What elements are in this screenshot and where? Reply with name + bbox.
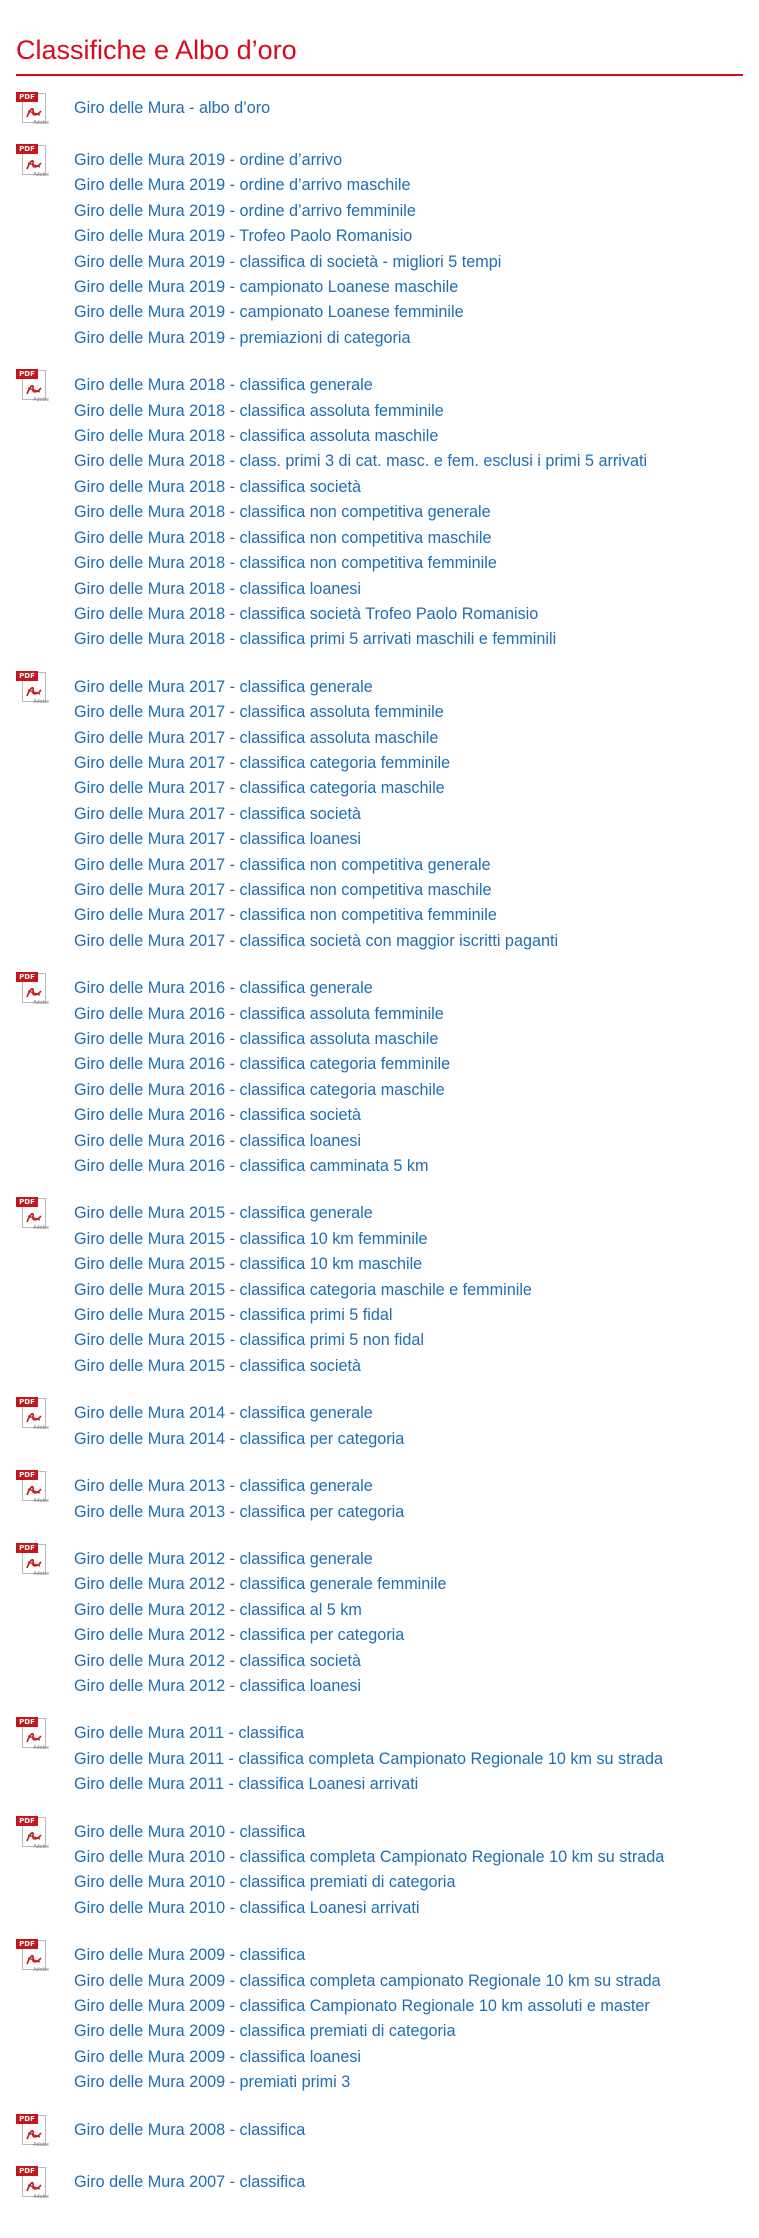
pdf-brand: Adobe [33,1225,49,1232]
document-group [16,1471,743,1525]
list-item [74,1252,532,1277]
list-item [74,424,647,449]
pdf-brand: Adobe [33,2193,49,2200]
document-list [74,2118,305,2143]
list-item [74,1500,404,1525]
document-link[interactable]: Giro delle Mura 2018 - class. primi 3 di cat. masc. e fem. esclusi i primi 5 arrivati [74,452,648,471]
list-item [74,1598,446,1623]
pdf-brand: Adobe [33,1570,49,1577]
list-item [74,1027,450,1052]
document-link[interactable]: Giro delle Mura 2017 - classifica non competitiva maschile [74,880,492,899]
pdf-tag: PDF [16,369,38,379]
document-group [16,2114,743,2148]
document-link[interactable]: Giro delle Mura 2016 - classifica camminata 5 km [74,1157,429,1176]
document-link[interactable]: Giro delle Mura 2007 - classifica [74,2172,306,2191]
list-item [74,776,558,801]
document-link[interactable]: Giro delle Mura 2014 - classifica per categoria [74,1429,405,1448]
document-list [74,1401,404,1452]
document-link[interactable]: Giro delle Mura 2019 - ordine d’arrivo [74,151,343,169]
document-link[interactable]: Giro delle Mura 2015 - classifica primi 5 non fidal [74,1331,424,1350]
pdf-tag: PDF [16,1939,38,1949]
list-item [74,1354,532,1379]
document-link[interactable]: Giro delle Mura 2018 - classifica loanesi [74,579,362,598]
document-link[interactable]: Giro delle Mura 2019 - ordine d’arrivo maschile [74,176,411,195]
list-item [74,300,501,325]
list-item [74,526,647,551]
document-link[interactable]: Giro delle Mura 2017 - classifica generale [74,677,373,696]
pdf-icon[interactable] [16,2114,50,2148]
document-link[interactable]: Giro delle Mura 2015 - classifica 10 km femminile [74,1229,428,1248]
list-item [74,827,558,852]
document-link[interactable]: Giro delle Mura 2016 - classifica assoluta femminile [74,1004,444,1023]
document-link[interactable]: Giro delle Mura 2018 - classifica primi 5 arrivati maschili e femminili [74,630,557,649]
page-title: Classifiche e Albo d’oro [16,35,297,65]
document-link[interactable]: Giro delle Mura 2010 - classifica premiati di categoria [74,1873,456,1892]
pdf-tag: PDF [16,1397,38,1407]
document-link[interactable]: Giro delle Mura 2010 - classifica [74,1822,306,1841]
pdf-icon[interactable] [16,144,50,178]
document-group [16,1198,743,1379]
document-link[interactable]: Giro delle Mura 2016 - classifica categoria maschile [74,1080,445,1099]
pdf-brand: Adobe [33,1843,49,1850]
document-link[interactable]: Giro delle Mura 2017 - classifica non competitiva generale [74,855,491,874]
list-item [74,1896,664,1921]
list-item [74,1328,532,1353]
list-item [74,148,501,173]
document-link[interactable]: Giro delle Mura 2019 - ordine d’arrivo femminile [74,201,416,220]
list-item [74,577,647,602]
document-group [16,1816,743,1922]
list-item [74,2045,661,2070]
list-item [74,627,647,652]
pdf-tag: PDF [16,92,38,102]
list-item [74,1002,450,1027]
document-group [16,1398,743,1452]
list-item [74,1674,446,1699]
pdf-icon[interactable] [16,671,50,705]
document-link[interactable]: Giro delle Mura 2009 - premiati primi 3 [74,2073,351,2092]
document-link[interactable]: Giro delle Mura 2017 - classifica assoluta femminile [74,703,444,722]
document-link[interactable]: Giro delle Mura 2015 - classifica generale [74,1204,373,1223]
pdf-brand: Adobe [33,1000,49,1007]
document-list [74,1721,663,1797]
pdf-icon[interactable] [16,92,50,126]
document-link[interactable]: Giro delle Mura 2017 - classifica categoria femminile [74,753,451,772]
pdf-brand: Adobe [33,1745,49,1752]
document-group [16,973,743,1179]
list-item [74,1201,532,1226]
document-link[interactable]: Giro delle Mura 2016 - classifica categoria femminile [74,1055,451,1074]
document-link[interactable]: Giro delle Mura 2018 - classifica generale [74,376,373,395]
list-item [74,199,501,224]
list-item [74,1845,664,1870]
pdf-tag: PDF [16,1816,38,1826]
document-link[interactable]: Giro delle Mura 2013 - classifica per categoria [74,1502,405,1521]
document-list [74,976,450,1179]
list-item [74,2118,305,2143]
document-link[interactable]: Giro delle Mura 2017 - classifica assoluta maschile [74,728,439,747]
list-item [74,96,270,121]
document-link[interactable]: Giro delle Mura 2010 - classifica completa Campionato Regionale 10 km su strada [74,1847,665,1866]
pdf-icon[interactable] [16,1470,50,1504]
list-item [74,1103,450,1128]
document-link[interactable]: Giro delle Mura 2019 - classifica di società - migliori 5 tempi [74,252,502,271]
document-list [74,96,270,121]
pdf-brand: Adobe [33,1967,49,1974]
title-divider [16,74,743,76]
document-group [16,145,743,351]
list-item [74,903,558,928]
document-list [74,675,558,954]
document-link[interactable]: Giro delle Mura 2017 - classifica società con maggior iscritti paganti [74,931,559,950]
list-item [74,250,501,275]
document-link[interactable]: Giro delle Mura - albo d’oro [74,99,271,117]
list-item [74,878,558,903]
list-item [74,1721,663,1746]
document-link[interactable]: Giro delle Mura 2015 - classifica categoria maschile e femminile [74,1280,532,1299]
list-item [74,1870,664,1895]
document-link[interactable]: Giro delle Mura 2018 - classifica non competitiva femminile [74,554,497,573]
document-link[interactable]: Giro delle Mura 2018 - classifica non competitiva generale [74,503,491,522]
document-link[interactable]: Giro delle Mura 2012 - classifica per categoria [74,1626,405,1645]
list-item [74,1278,532,1303]
pdf-brand: Adobe [33,1498,49,1505]
document-group [16,671,743,954]
document-link[interactable]: Giro delle Mura 2011 - classifica Loanesi arrivati [74,1775,419,1794]
list-item [74,751,558,776]
document-link[interactable]: Giro delle Mura 2012 - classifica loanesi [74,1676,362,1695]
list-item [74,700,558,725]
document-list [74,1943,661,2095]
document-list [74,1547,446,1699]
list-item [74,275,501,300]
pdf-tag: PDF [16,972,38,982]
list-item [74,1547,446,1572]
list-item [74,224,501,249]
document-list [74,1201,532,1379]
document-group [16,1940,743,2095]
document-link[interactable]: Giro delle Mura 2008 - classifica [74,2120,306,2139]
pdf-brand: Adobe [33,397,49,404]
pdf-icon[interactable] [16,2166,50,2200]
document-list [74,373,647,652]
document-list [74,148,501,351]
pdf-icon[interactable] [16,1543,50,1577]
list-item [74,1943,661,1968]
document-link[interactable]: Giro delle Mura 2017 - classifica categoria maschile [74,779,445,798]
pdf-tag: PDF [16,1470,38,1480]
list-item [74,929,558,954]
list-item [74,449,647,474]
document-link[interactable]: Giro delle Mura 2015 - classifica società [74,1356,362,1375]
document-link[interactable]: Giro delle Mura 2012 - classifica generale femminile [74,1575,447,1594]
list-item [74,173,501,198]
pdf-tag: PDF [16,671,38,681]
pdf-tag: PDF [16,144,38,154]
list-item [74,1078,450,1103]
pdf-icon[interactable] [16,1197,50,1231]
document-link[interactable]: Giro delle Mura 2009 - classifica Campionato Regionale 10 km assoluti e master [74,1997,650,2015]
pdf-tag: PDF [16,1197,38,1207]
pdf-tag: PDF [16,1543,38,1553]
document-link[interactable]: Giro delle Mura 2009 - classifica completa campionato Regionale 10 km su strada [74,1971,661,1990]
document-link[interactable]: Giro delle Mura 2011 - classifica completa Campionato Regionale 10 km su strada [74,1749,664,1768]
pdf-brand: Adobe [33,1425,49,1432]
document-link[interactable]: Giro delle Mura 2018 - classifica assoluta femminile [74,401,444,420]
document-link[interactable]: Giro delle Mura 2010 - classifica Loanesi arrivati [74,1898,420,1917]
list-item [74,1227,532,1252]
document-link[interactable]: Giro delle Mura 2009 - classifica [74,1946,306,1965]
list-item [74,675,558,700]
document-link[interactable]: Giro delle Mura 2011 - classifica [74,1724,305,1743]
document-group [16,93,743,126]
list-item [74,1052,450,1077]
list-item [74,853,558,878]
pdf-icon[interactable] [16,1816,50,1850]
pdf-icon[interactable] [16,1717,50,1751]
document-link[interactable]: Giro delle Mura 2016 - classifica loanesi [74,1131,362,1150]
list-item [74,1572,446,1597]
document-link[interactable]: Giro delle Mura 2019 - Trofeo Paolo Romanisio [74,227,413,246]
document-link[interactable]: Giro delle Mura 2019 - premiazioni di categoria [74,328,411,347]
document-link[interactable]: Giro delle Mura 2015 - classifica primi 5 fidal [74,1306,393,1325]
document-link[interactable]: Giro delle Mura 2018 - classifica società [74,477,362,496]
document-groups [16,93,743,2200]
document-link[interactable]: Giro delle Mura 2017 - classifica società [74,804,362,823]
list-item [74,1129,450,1154]
document-link[interactable]: Giro delle Mura 2015 - classifica 10 km maschile [74,1255,423,1274]
document-link[interactable]: Giro delle Mura 2017 - classifica non competitiva femminile [74,906,497,925]
document-link[interactable]: Giro delle Mura 2018 - classifica società Trofeo Paolo Romanisio [74,604,539,623]
document-list [74,1820,664,1922]
document-link[interactable]: Giro delle Mura 2019 - campionato Loanese femminile [74,303,464,322]
pdf-icon[interactable] [16,1397,50,1431]
document-link[interactable]: Giro delle Mura 2012 - classifica generale [74,1549,373,1568]
list-item [74,475,647,500]
document-link[interactable]: Giro delle Mura 2016 - classifica assoluta maschile [74,1030,439,1048]
list-item [74,1969,661,1994]
pdf-icon[interactable] [16,972,50,1006]
pdf-icon[interactable] [16,369,50,403]
pdf-tag: PDF [16,1717,38,1727]
list-item [74,1474,404,1499]
document-group [16,1718,743,1797]
list-item [74,726,558,751]
pdf-icon[interactable] [16,1939,50,1973]
list-item [74,500,647,525]
list-item [74,1994,661,2019]
pdf-tag: PDF [16,2166,38,2176]
list-item [74,1303,532,1328]
pdf-brand: Adobe [33,172,49,178]
list-item [74,326,501,351]
list-item [74,2170,305,2195]
list-item [74,2019,661,2044]
list-item [74,399,647,424]
document-link[interactable]: Giro delle Mura 2016 - classifica generale [74,979,373,998]
document-list [74,2170,305,2195]
document-link[interactable]: Giro delle Mura 2017 - classifica loanesi [74,830,362,849]
list-item [74,1154,450,1179]
list-item [74,2070,661,2095]
pdf-tag: PDF [16,2114,38,2124]
document-link[interactable]: Giro delle Mura 2018 - classifica assoluta maschile [74,427,439,446]
list-item [74,1649,446,1674]
document-link[interactable]: Giro delle Mura 2018 - classifica non competitiva maschile [74,528,492,547]
list-item [74,373,647,398]
document-group [16,2166,743,2200]
list-item [74,802,558,827]
list-item [74,1747,663,1772]
list-item [74,1772,663,1797]
document-link[interactable]: Giro delle Mura 2013 - classifica generale [74,1477,373,1496]
list-item [74,1401,404,1426]
list-item [74,1427,404,1452]
list-item [74,1820,664,1845]
document-list [74,1474,404,1525]
document-link[interactable]: Giro delle Mura 2012 - classifica società [74,1651,362,1670]
document-group [16,1543,743,1699]
document-link[interactable]: Giro delle Mura 2019 - campionato Loanese maschile [74,278,459,297]
pdf-brand: Adobe [33,2141,49,2148]
list-item [74,1623,446,1648]
document-link[interactable]: Giro delle Mura 2009 - classifica premiati di categoria [74,2022,456,2041]
document-link[interactable]: Giro delle Mura 2014 - classifica generale [74,1404,373,1423]
document-link[interactable]: Giro delle Mura 2009 - classifica loanesi [74,2047,362,2066]
pdf-brand: Adobe [33,120,49,126]
list-item [74,551,647,576]
list-item [74,976,450,1001]
list-item [74,602,647,627]
pdf-brand: Adobe [33,698,49,705]
document-link[interactable]: Giro delle Mura 2016 - classifica società [74,1106,362,1125]
document-link[interactable]: Giro delle Mura 2012 - classifica al 5 km [74,1600,362,1619]
document-group [16,370,743,652]
